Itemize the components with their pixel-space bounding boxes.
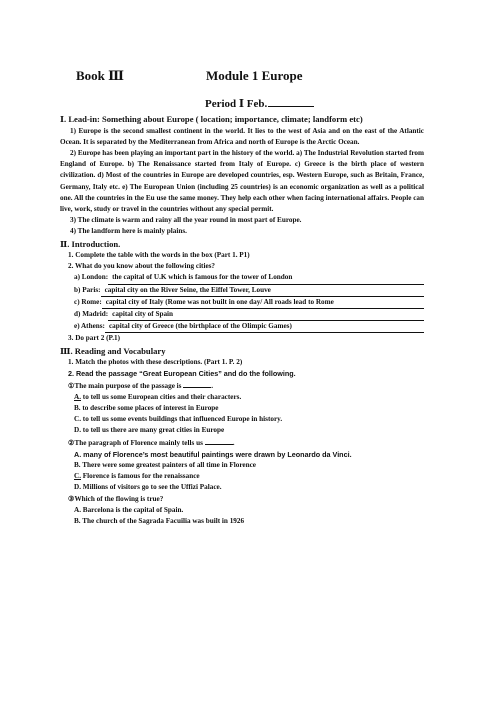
- question-2-option-a: [60, 449, 424, 460]
- question-2-option-c: [60, 471, 424, 482]
- question-3-option-b: [60, 516, 424, 527]
- period-label: Period Ⅰ Feb.: [205, 98, 268, 110]
- book-title: Book Ⅲ: [76, 68, 124, 83]
- city-answer: capital city of Italy (Rome was not built in one day/ All roads lead to Rome: [102, 297, 424, 309]
- option-letter: C.: [74, 472, 81, 481]
- option-letter: B.: [74, 517, 81, 525]
- section3-item-1: 1. Match the photos with these descriptions. (Part 1. P. 2): [68, 358, 243, 367]
- answer-blank: [183, 380, 211, 388]
- option-letter: B.: [74, 460, 81, 469]
- question-3-stem: ③Which of the flowing is true?: [68, 494, 164, 503]
- question-1-option-c: [60, 414, 424, 425]
- section1-paragraph-2: 2) Europe has been playing an important part in the history of the world. a) The Industrial Revolution started from England of Europe. b) The Renaissance started from Italy of Europe. c) Greece is the birth place of western civilization. d) Most of the countries in Europe are developed countries, esp. Western Europe, such as Britain, France, Germany, Italy etc. e) The European Union (including 25 countries) is an economic organization as well as a political one. All the countries in the Eu use the same money. They help each other when facing international affairs. People can live, work, study or travel in the countries without any special permit.: [60, 148, 424, 213]
- option-text: many of Florence’s most beautiful paintings were drawn by Leonardo da Vinci.: [81, 449, 352, 459]
- city-row-rome: [60, 297, 424, 309]
- date-blank: [268, 96, 314, 107]
- question-1-stem: ①The main purpose of the passage is .: [68, 381, 214, 390]
- module-title: Module 1 Europe: [206, 68, 303, 83]
- question-2-stem: ②The paragraph of Florence mainly tells us .: [68, 438, 235, 447]
- city-label: d) Madrid:: [74, 310, 109, 319]
- city-label: e) Athens:: [74, 322, 105, 331]
- option-text: The church of the Sagrada Facuilia was built in 1926: [80, 517, 245, 525]
- option-letter: B.: [74, 403, 81, 412]
- option-letter: A.: [74, 449, 82, 459]
- section2-item-1: 1. Complete the table with the words in the box (Part 1. P1): [68, 251, 250, 260]
- option-text: Florence is famous for the renaissance: [81, 472, 200, 481]
- option-letter: D.: [74, 426, 81, 435]
- city-answer: capital city of Spain: [108, 309, 424, 321]
- city-label: a) London:: [74, 273, 109, 282]
- question-1-option-a: [60, 392, 424, 403]
- option-text: Millions of visitors go to see the Uffizi Palace.: [81, 483, 222, 492]
- option-text: to describe some places of interest in Europe: [80, 403, 219, 412]
- section1-paragraph-4: 4) The landform here is mainly plains.: [70, 227, 187, 236]
- option-letter: A.: [74, 505, 81, 514]
- city-answer: capital city on the River Seine, the Eiffel Tower, Louve: [101, 285, 424, 297]
- section1-paragraph-3: 3) The climate is warm and rainy all the year round in most part of Europe.: [70, 216, 302, 225]
- section2-heading: Ⅱ. Introduction.: [60, 238, 121, 249]
- section1-heading: Ⅰ. Lead-in: Something about Europe ( location; importance, climate; landform etc): [60, 114, 363, 124]
- option-text: to tell us some European cities and their characters.: [81, 392, 242, 401]
- option-letter: A.: [74, 392, 81, 401]
- document-body: [60, 113, 424, 527]
- city-row-athens: [60, 321, 424, 333]
- city-row-madrid: [60, 309, 424, 321]
- option-letter: C.: [74, 415, 81, 424]
- section3-heading: Ⅲ. Reading and Vocabulary: [60, 345, 166, 356]
- city-row-london: [60, 272, 424, 284]
- question-3-option-a: [60, 505, 424, 516]
- option-text: Barcelona is the capital of Spain.: [81, 505, 184, 514]
- question-1-option-b: [60, 403, 424, 414]
- question-stem-text: ②The paragraph of Florence mainly tells us: [68, 438, 203, 447]
- section1-paragraph-1: 1) Europe is the second smallest continent in the world. It lies to the west of Asia and on the east of the Atlantic Ocean. It is separated by the Mediterranean from Africa and north of Europe is the Arctic Ocean.: [60, 126, 424, 146]
- section3-item-2: 2. Read the passage “Great European Cities” and do the following.: [68, 369, 296, 379]
- city-answer: capital city of Greece (the birthplace of the Olimpic Games): [105, 321, 424, 333]
- city-label: c) Rome:: [74, 297, 102, 306]
- answer-blank: [205, 437, 233, 445]
- option-text: to tell us there are many great cities in Europe: [81, 426, 225, 435]
- section2-item-3: 3. Do part 2 (P.1): [68, 334, 121, 343]
- city-row-paris: [60, 285, 424, 297]
- option-text: to tell us some events buildings that influenced Europe in history.: [81, 415, 283, 424]
- city-label: b) Paris:: [74, 285, 101, 294]
- option-letter: D.: [74, 483, 81, 492]
- section2-item-2: 2. What do you know about the following cities?: [68, 262, 216, 271]
- question-2-option-d: [60, 482, 424, 493]
- city-answer: the capital of U.K which is famous for the tower of London: [108, 272, 424, 284]
- question-stem-text: ①The main purpose of the passage is: [68, 381, 182, 390]
- question-1-option-d: [60, 425, 424, 436]
- question-2-option-b: [60, 460, 424, 471]
- period-row: [205, 96, 314, 110]
- option-text: There were some greatest painters of all time in Florence: [80, 460, 256, 469]
